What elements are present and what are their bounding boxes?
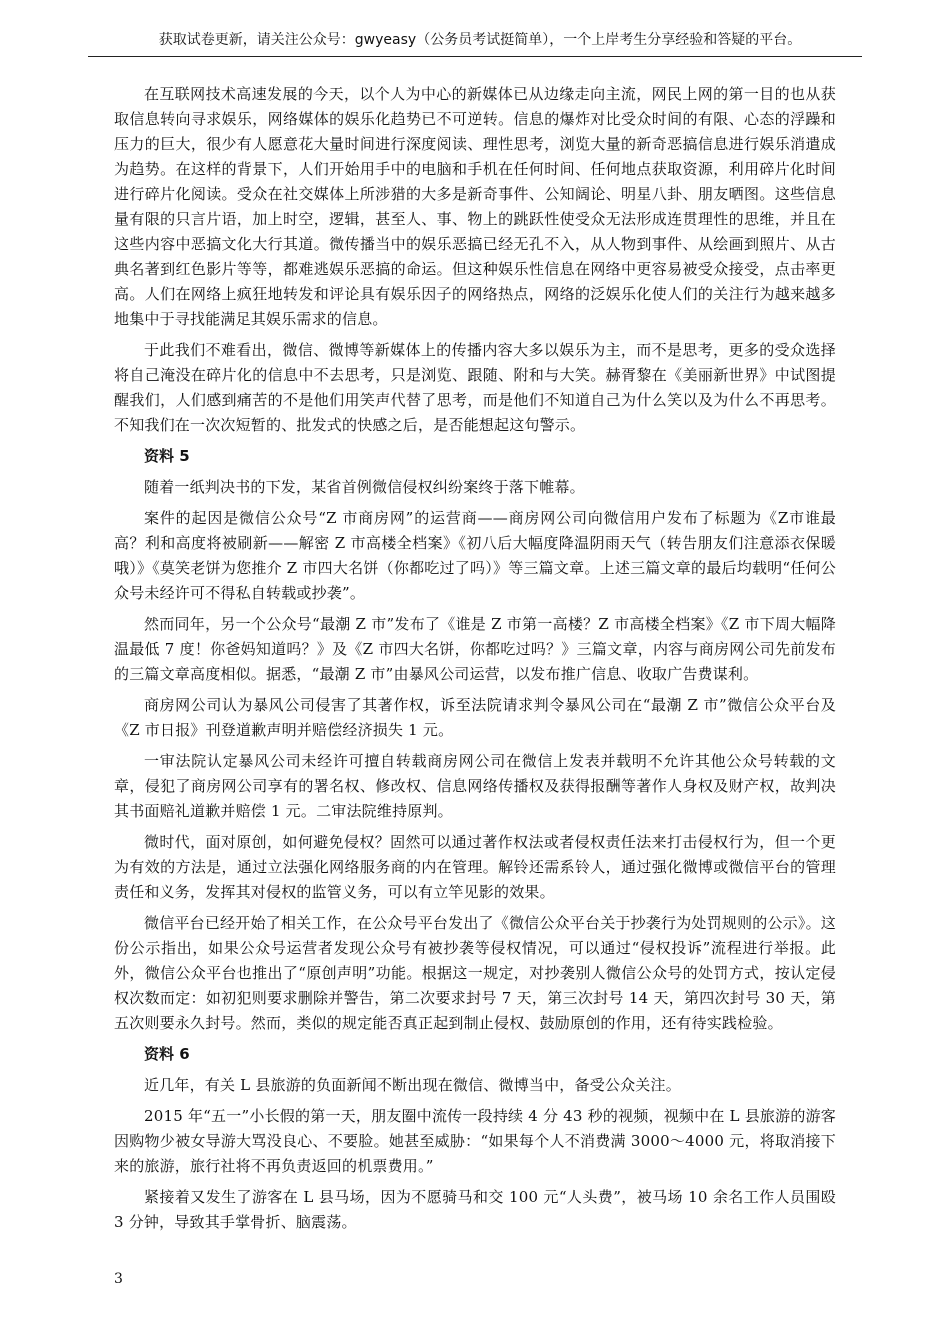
header-notice: 获取试卷更新，请关注公众号：gwyeasy（公务员考试挺简单），一个上岸考生分享经验和答疑的平台。: [158, 32, 802, 48]
paragraph: 于此我们不难看出，微信、微博等新媒体上的传播内容大多以娱乐为主，而不是思考，更多的受众选择将自己淹没在碎片化的信息中不去思考，只是浏览、跟随、附和与大笑。赫胥黎在《美丽新世界》中试图提醒我们，人们感到痛苦的不是他们用笑声代替了思考，而是他们不知道自己为什么笑以及为什么不再思考。不知我们在一次次短暂的、批发式的快感之后，是否能想起这句警示。: [114, 341, 836, 434]
paragraph: 商房网公司认为暴风公司侵害了其著作权，诉至法院请求判令暴风公司在“最潮 Z 市”微信公众平台及《Z 市日报》刊登道歉声明并赔偿经济损失 1 元。: [114, 696, 836, 739]
paragraph: 微信平台已经开始了相关工作，在公众号平台发出了《微信公众平台关于抄袭行为处罚规则的公示》。这份公示指出，如果公众号运营者发现公众号有被抄袭等侵权情况，可以通过“侵权投诉”流程进行举报。此外，微信公众平台也推出了“原创声明”功能。根据这一规定，对抄袭别人微信公众号的处罚方式，按认定侵权次数而定：如初犯则要求删除并警告，第二次要求封号 7 天，第三次封号 14 天，第四次封号 30 天，第五次则要永久封号。然而，类似的规定能否真正起到制止侵权、鼓励原创的作用，还有待实践检验。: [114, 914, 836, 1032]
paragraph: 在互联网技术高速发展的今天，以个人为中心的新媒体已从边缘走向主流，网民上网的第一目的也从获取信息转向寻求娱乐，网络媒体的娱乐化趋势已不可逆转。信息的爆炸对比受众时间的有限、心态的浮躁和压力的巨大，很少有人愿意花大量时间进行深度阅读、理性思考，浏览大量的新奇恶搞信息进行娱乐消遣成为趋势。在这样的背景下，人们开始用手中的电脑和手机在任何时间、任何地点获取资源，利用碎片化时间进行碎片化阅读。受众在社交媒体上所涉猎的大多是新奇事件、公知阔论、明星八卦、朋友晒图。这些信息量有限的只言片语，加上时空，逻辑，甚至人、事、物上的跳跃性使受众无法形成连贯理性的思维，并且在这些内容中恶搞文化大行其道。微传播当中的娱乐恶搞已经无孔不入，从人物到事件、从绘画到照片、从古典名著到红色影片等等，都难逃娱乐恶搞的命运。但这种娱乐性信息在网络中更容易被受众接受，点击率更高。人们在网络上疯狂地转发和评论具有娱乐因子的网络热点，网络的泛娱乐化使人们的关注行为越来越多地集中于寻找能满足其娱乐需求的信息。: [114, 85, 836, 328]
paragraph: 随着一纸判决书的下发，某省首例微信侵权纠纷案终于落下帷幕。: [144, 478, 585, 496]
paragraph: 微时代，面对原创，如何避免侵权？固然可以通过著作权法或者侵权责任法来打击侵权行为，但一个更为有效的方法是，通过立法强化网络服务商的内在管理。解铃还需系铃人，通过强化微博或微信平台的管理责任和义务，发挥其对侵权的监管义务，可以有立竿见影的效果。: [114, 833, 836, 901]
header-divider: [88, 56, 862, 57]
page-number: 3: [114, 1271, 123, 1287]
paragraph: 一审法院认定暴风公司未经许可擅自转载商房网公司在微信上发表并载明不允许其他公众号转载的文章，侵犯了商房网公司享有的署名权、修改权、信息网络传播权及获得报酬等著作人身权及财产权，故判决其书面赔礼道歉并赔偿 1 元。二审法院维持原判。: [114, 752, 836, 820]
document-body: [114, 82, 836, 1241]
paragraph: 然而同年，另一个公众号“最潮 Z 市”发布了《谁是 Z 市第一高楼？Z 市高楼全档案》《Z 市下周大幅降温最低 7 度！你爸妈知道吗？》及《Z 市四大名饼，你都吃过吗？》三篇文章，内容与商房网公司先前发布的三篇文章高度相似。据悉，“最潮 Z 市”由暴风公司运营，以发布推广信息、收取广告费谋利。: [114, 615, 836, 683]
paragraph: 近几年，有关 L 县旅游的负面新闻不断出现在微信、微博当中，备受公众关注。: [144, 1076, 681, 1094]
paragraph: 2015 年“五一”小长假的第一天，朋友圈中流传一段持续 4 分 43 秒的视频，视频中在 L 县旅游的游客因购物少被女导游大骂没良心、不要脸。她甚至威胁：“如果每个人不消费满 3000～4000 元，将取消接下来的旅游，旅行社将不再负责返回的机票费用。”: [114, 1107, 836, 1175]
section-title-material-6: 资料 6: [144, 1045, 190, 1063]
paragraph: 案件的起因是微信公众号“Z 市商房网”的运营商——商房网公司向微信用户发布了标题为《Z市谁最高？利和高度将被刷新——解密 Z 市高楼全档案》《初八后大幅度降温阴雨天气（转告朋友们注意添衣保暖哦）》《莫笑老饼为您推介 Z 市四大名饼（你都吃过了吗）》等三篇文章。上述三篇文章的最后均载明“任何公众号未经许可不得私自转载或抄袭”。: [114, 509, 836, 602]
section-title-material-5: 资料 5: [144, 447, 190, 465]
paragraph: 紧接着又发生了游客在 L 县马场，因为不愿骑马和交 100 元“人头费”，被马场 10 余名工作人员围殴 3 分钟，导致其手掌骨折、脑震荡。: [114, 1188, 836, 1231]
